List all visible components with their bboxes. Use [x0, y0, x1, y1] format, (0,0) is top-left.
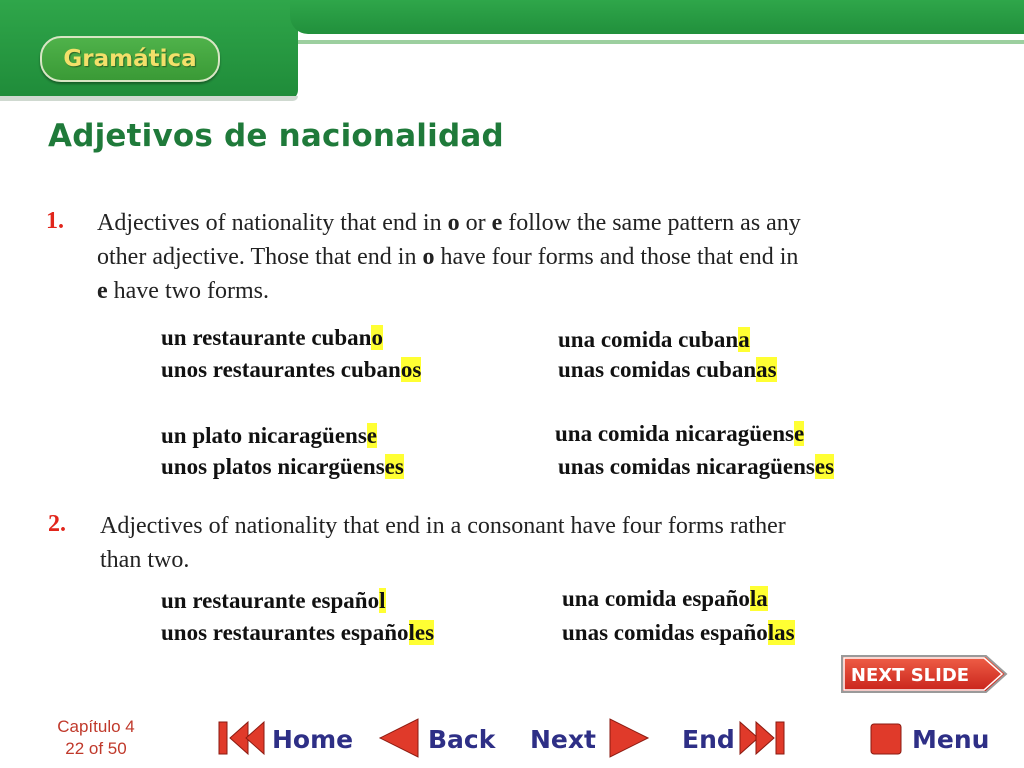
text-run: follow the same pattern as any [502, 210, 801, 236]
end-button[interactable] [682, 716, 802, 762]
next-slide-label: NEXT SLIDE [850, 665, 970, 686]
header-band-top [290, 0, 1024, 34]
rule-1-line-2 [97, 240, 977, 274]
page-title: Adjetivos de nacionalidad [48, 118, 504, 154]
home-label: Home [272, 725, 354, 754]
example-item [161, 588, 386, 614]
text-run: have four forms and those that end in [434, 244, 799, 270]
example-ending: las [767, 620, 795, 645]
example-stem: una comida nicaragüens [555, 421, 794, 446]
back-label: Back [428, 725, 496, 754]
example-item [161, 325, 383, 351]
bold-ending: o [422, 244, 435, 270]
example-ending: l [379, 588, 386, 613]
header-band-shadow [0, 96, 298, 101]
example-ending: a [738, 327, 750, 352]
rule-2-line-1: Adjectives of nationality that end in a consonant have four forms rather [100, 513, 786, 539]
menu-button[interactable] [868, 716, 992, 762]
chapter-info [40, 716, 152, 760]
example-item [558, 327, 750, 353]
example-item [555, 421, 804, 447]
next-slide-button[interactable] [838, 654, 1010, 694]
back-arrow-icon [378, 716, 424, 762]
example-item [562, 620, 795, 646]
home-button[interactable] [216, 716, 356, 762]
example-item [161, 454, 404, 480]
example-ending: e [366, 423, 377, 448]
text-run: other adjective. Those that end in [97, 244, 423, 270]
bold-ending: e [491, 210, 503, 236]
example-stem: unos restaurantes cuban [161, 357, 401, 382]
rule-1-number: 1. [46, 208, 64, 234]
text-run: have two forms. [107, 278, 269, 304]
example-item [161, 620, 434, 646]
example-stem: una comida españo [562, 586, 750, 611]
bold-ending: e [97, 278, 108, 304]
example-ending: os [400, 357, 422, 382]
rule-2-number: 2. [48, 511, 66, 537]
rule-1-line-1 [97, 206, 977, 240]
example-stem: unos platos nicargüens [161, 454, 385, 479]
example-item [161, 423, 377, 449]
chapter-label: Capítulo 4 [57, 717, 135, 736]
header-band-line [298, 40, 1024, 44]
menu-square-icon [868, 716, 908, 762]
example-item [558, 454, 834, 480]
example-stem: unos restaurantes españo [161, 620, 409, 645]
example-item [161, 357, 421, 383]
example-ending: es [814, 454, 835, 479]
next-slide-arrow-icon [838, 654, 1010, 694]
example-ending: o [371, 325, 383, 350]
example-ending: as [756, 357, 777, 382]
menu-label: Menu [912, 725, 990, 754]
section-label: Gramática [63, 46, 197, 72]
example-ending: e [793, 421, 805, 446]
example-stem: un restaurante españo [161, 588, 380, 613]
example-item [558, 357, 777, 383]
example-item [562, 586, 768, 612]
bold-ending: o [447, 210, 460, 236]
rule-2-line-2: than two. [100, 547, 190, 573]
example-stem: unas comidas españo [562, 620, 768, 645]
example-stem: unas comidas nicaragüens [558, 454, 815, 479]
example-stem: una comida cuban [558, 327, 739, 352]
example-ending: les [408, 620, 435, 645]
last-slide-icon [736, 716, 790, 762]
example-stem: un plato nicaragüens [161, 423, 367, 448]
section-badge [40, 36, 220, 82]
rule-1-text [97, 206, 977, 308]
back-button[interactable] [378, 716, 502, 762]
text-run: Adjectives of nationality that end in [97, 210, 448, 236]
example-stem: unas comidas cuban [558, 357, 757, 382]
rule-2-text [100, 509, 980, 577]
next-label: Next [530, 725, 596, 754]
text-run: or [459, 210, 492, 236]
example-ending: es [384, 454, 404, 479]
next-button[interactable] [530, 716, 650, 762]
rule-1-line-3 [97, 274, 977, 308]
example-ending: la [749, 586, 768, 611]
end-label: End [682, 725, 735, 754]
next-arrow-icon [604, 716, 650, 762]
example-stem: un restaurante cuban [161, 325, 372, 350]
first-slide-icon [216, 716, 270, 762]
page-counter: 22 of 50 [65, 739, 127, 758]
header-band [0, 0, 1024, 100]
